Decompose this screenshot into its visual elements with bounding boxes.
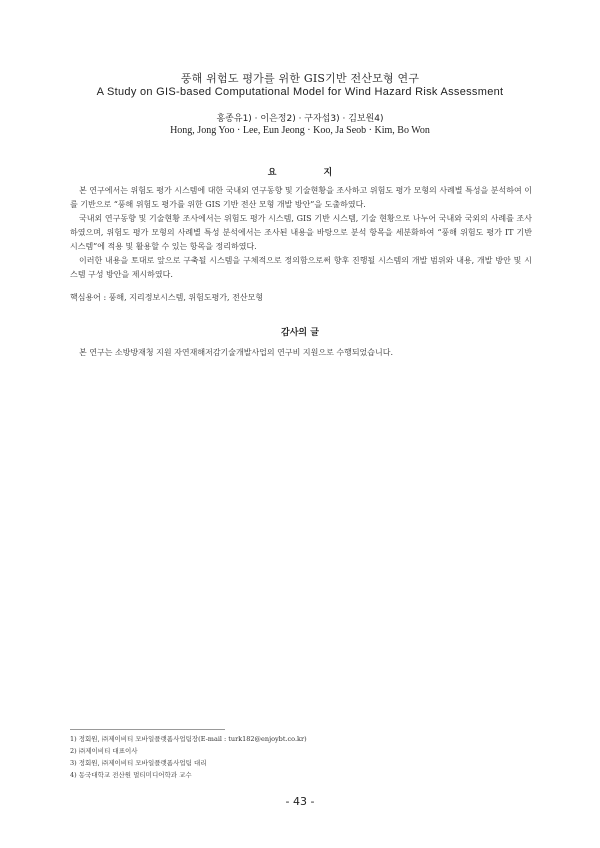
abstract-paragraph: 이러한 내용을 토대로 앞으로 구축될 시스템을 구체적으로 정의함으로써 향후 진행될 시스템의 개발 범위와 내용, 개발 방안 및 시스템 구성 방안을 제시하였다. [70,256,532,279]
abstract-paragraph: 본 연구에서는 위험도 평가 시스템에 대한 국내외 연구동향 및 기술현황을 조사하고 위험도 평가 모형의 사례별 특성을 분석하여 이를 기반으로 “풍해 위험도 평가를 위한 GIS 기반 전산 모형 개발 방안”을 도출하였다. [70,186,532,209]
paper-title-korean: 풍해 위험도 평가를 위한 GIS기반 전산모형 연구 [180,72,420,85]
acknowledgement-text: 본 연구는 소방방재청 지원 자연재해저감기술개발사업의 연구비 지원으로 수행되었습니다. [79,348,394,357]
authors-korean: 홍종유1) · 이은정2) · 구자섭3) · 김보원4) [216,114,384,124]
footnote-item: 1) 정회원, ㈜제이비티 모바일플랫폼사업팀장(E-mail : turk182@enjoybt.co.kr) [70,735,307,743]
footnote-item: 2) ㈜제이비티 대표이사 [70,747,138,755]
abstract-heading: 요 지 [267,168,355,178]
paper-title-english: A Study on GIS-based Computational Model for Wind Hazard Risk Assessment [96,86,504,98]
footnotes [70,733,530,781]
footnote-divider [70,729,225,730]
acknowledgement-heading: 감사의 글 [281,328,319,338]
keywords: 핵심용어 : 풍해, 지리정보시스템, 위험도평가, 전산모형 [70,293,264,302]
authors-english: Hong, Jong Yoo · Lee, Eun Jeong · Koo, Ja Seob · Kim, Bo Won [170,125,430,136]
abstract-paragraph: 국내외 연구동향 및 기술현황 조사에서는 위험도 평가 시스템, GIS 기반 시스템, 기술 현황으로 나누어 국내와 국외의 사례를 조사하였으며, 위험도 평가 모형의 사례별 특성 분석에서는 조사된 내용을 바탕으로 분석 항목을 세분화하여 “풍해 위험도 평가 IT 기반 시스템”에 적용 및 활용할 수 있는 항목을 정리하였다. [70,214,532,251]
abstract-body [70,184,532,282]
footnote-item: 3) 정회원, ㈜제이비티 모바일플랫폼사업팀 대리 [70,759,207,767]
acknowledgement-body [70,346,532,360]
footnote-item: 4) 동국대학교 전산원 멀티미디어학과 교수 [70,771,192,779]
page-number: - 43 - [285,795,315,808]
